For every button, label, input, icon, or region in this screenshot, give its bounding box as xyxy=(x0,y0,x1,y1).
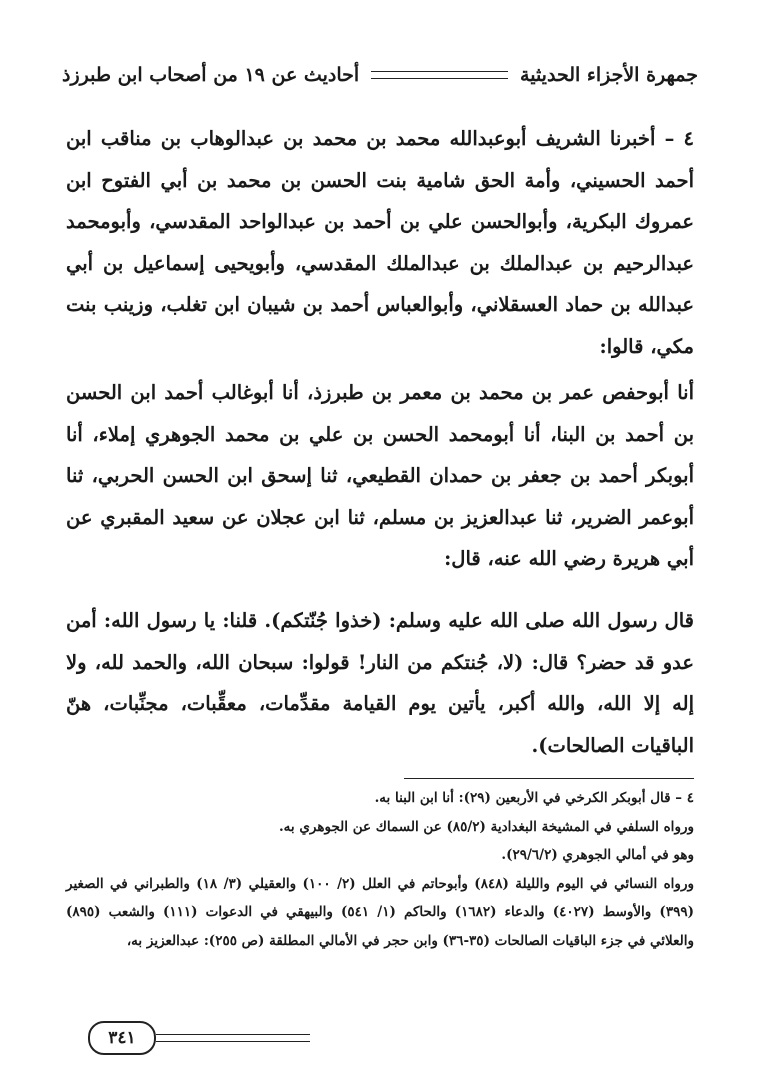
isnad-text: أنا أبوحفص عمر بن محمد بن معمر بن طبرزذ، أنا أبوغالب أحمد ابن الحسن بن أحمد بن البنا، أنا أبومحمد الحسن بن علي بن محمد الجوهري إملاء، أنا أبوبكر أحمد بن جعفر بن حمدان القطيعي، ثنا إسحق ابن الحسن الحربي، ثنا أبوعمر الضرير، ثنا عبدالعزيز بن مسلم، ثنا ابن عجلان عن سعيد المقبري عن أبي هريرة رضي الله عنه، قال: xyxy=(66,381,694,570)
section-title: أحاديث عن ١٩ من أصحاب ابن طبرزذ xyxy=(62,64,360,86)
footnote-line: ورواه النسائي في اليوم والليلة (٨٤٨) وأبوحاتم في العلل (٢/ ١٠٠) والعقيلي (٣/ ١٨) والطبراني في الصغير (٣٩٩) والأوسط (٤٠٢٧) والدعاء (١٦٨٢) والحاكم (١/ ٥٤١) والبيهقي في الدعوات (١١١) والشعب (٨٩٥) والعلائي في جزء الباقيات الصالحات (٣٥-٣٦) وابن حجر في الأمالي المطلقة (ص ٢٥٥): عبدالعزيز به، xyxy=(66,875,694,949)
footnote-line: ٤ – قال أبوبكر الكرخي في الأربعين (٢٩): أنا ابن البنا به. xyxy=(374,790,694,806)
footnote-line: ورواه السلفي في المشيخة البغدادية (٨٥/٢) عن السماك عن الجوهري به. xyxy=(278,818,694,835)
page-number: ٣٤١ xyxy=(88,1021,156,1055)
hadith-intro xyxy=(66,118,694,367)
matn-text: قال رسول الله صلى الله عليه وسلم: (خذوا جُنّتكم). قلنا: يا رسول الله: أمن عدو قد حضر؟ قال: (لا، جُنتكم من النار! قولوا: سبحان الله، والحمد لله، ولا إله إلا الله، والله أكبر، يأتين يوم القيامة مقدِّمات، معقِّبات، مجنِّبات، هنّ الباقيات الصالحات). xyxy=(66,609,694,757)
footer-divider xyxy=(156,1034,310,1042)
book-title: جمهرة الأجزاء الحديثية xyxy=(520,64,698,86)
header-divider xyxy=(371,71,508,79)
footnote-divider xyxy=(404,778,694,779)
page-footer xyxy=(90,1020,310,1056)
hadith-intro-text: ٤ – أخبرنا الشريف أبوعبدالله محمد بن محمد بن عبدالوهاب بن مناقب ابن أحمد الحسيني، وأمة الحق شامية بنت الحسن بن محمد بن أبي الفتوح ابن عمروك البكرية، وأبوالحسن علي بن أحمد بن عبدالواحد المقدسي، وأبومحمد عبدالرحيم بن عبدالملك بن عبدالملك المقدسي، وأبويحيى إسماعيل بن أبي عبدالله بن حماد العسقلاني، وأبوالعباس أحمد بن شيبان ابن تغلب، وزينب بنت مكي، قالوا: xyxy=(66,127,694,358)
isnad-block xyxy=(66,372,694,580)
running-header xyxy=(62,58,698,92)
footnote-line: وهو في أمالي الجوهري (٢٩/٦/٢). xyxy=(501,847,694,863)
footnotes xyxy=(66,784,694,955)
matn-block xyxy=(66,600,694,766)
